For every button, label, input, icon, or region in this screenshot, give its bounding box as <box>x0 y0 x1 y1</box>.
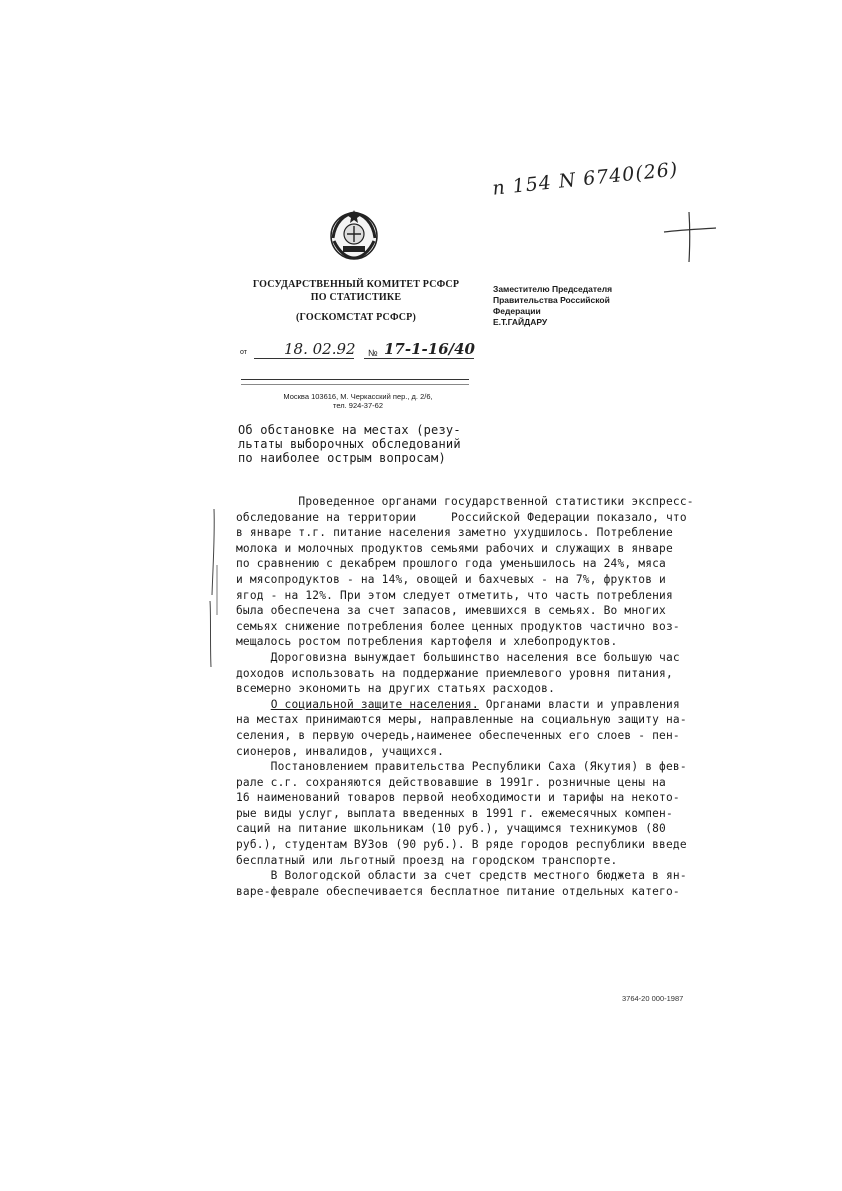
body-line: и мясопродуктов - на 14%, овощей и бахчевых - на 7%, фруктов и <box>236 572 666 586</box>
body-line: В Вологодской области за счет средств местного бюджета в ян- <box>236 869 687 883</box>
organization-line-3: (ГОСКОМСТАТ РСФСР) <box>296 312 416 323</box>
body-line: молока и молочных продуктов семьями рабочих и служащих в январе <box>236 541 673 555</box>
body-line: в январе т.г. питание населения заметно ухудшилось. Потребление <box>236 526 673 540</box>
subject-line-2: льтаты выборочных обследований <box>238 437 461 451</box>
body-line: рые виды услуг, выплата введенных в 1991 г. ежемесячных компен- <box>236 806 673 820</box>
body-line: сионеров, инвалидов, учащихся. <box>236 744 445 758</box>
body-text <box>236 494 836 899</box>
subject-line-1: Об обстановке на местах (резу- <box>238 423 461 437</box>
body-line: саций на питание школьникам (10 руб.), учащимся техникумов (80 <box>236 822 666 836</box>
body-line: 16 наименований товаров первой необходимости и тарифы на некото- <box>236 791 680 805</box>
body-line: руб.), студентам ВУЗов (90 руб.). В ряде городов республики введе <box>236 838 687 852</box>
date-prefix: от <box>240 349 247 356</box>
body-line: ягод - на 12%. При этом следует отметить, что часть потребления <box>236 588 673 602</box>
recipient-line-2: Правительства Российской <box>493 295 610 305</box>
body-line: варе-феврале обеспечивается бесплатное питание отдельных катего- <box>236 884 680 898</box>
date-number-row <box>240 340 480 362</box>
organization-name <box>236 279 476 323</box>
header-divider-bottom <box>241 384 469 385</box>
body-line: семьях снижение потребления более ценных продуктов частично воз- <box>236 619 680 633</box>
organization-address <box>258 392 458 410</box>
address-line-1: Москва 103616, М. Черкасский пер., д. 2/6, <box>283 392 433 401</box>
body-line: мещалось ростом потребления картофеля и хлебопродуктов. <box>236 635 618 649</box>
body-line: Дороговизна вынуждает большинство населения все большую час <box>236 650 680 664</box>
body-line: доходов использовать на поддержание приемлевого уровня питания, <box>236 666 673 680</box>
handwritten-reference: n 154 N 6740(26) <box>491 158 680 200</box>
handwritten-cross-mark <box>660 208 720 264</box>
organization-line-2: ПО СТАТИСТИКЕ <box>310 292 402 303</box>
header-divider-top <box>241 379 469 380</box>
body-line: всемерно экономить на других статьях расходов. <box>236 682 556 696</box>
body-line: Постановлением правительства Республики Саха (Якутия) в фев- <box>236 760 687 774</box>
body-line: бесплатный или льготный проезд на городском транспорте. <box>236 853 618 867</box>
recipient-line-3: Федерации <box>493 306 541 316</box>
address-line-2: тел. 924-37-62 <box>332 401 383 410</box>
body-line: была обеспечена за счет запасов, имевшихся в семьях. Во многих <box>236 604 666 618</box>
section-heading-social-protection: О социальной защите населения. <box>270 697 479 711</box>
number-prefix: № <box>368 348 378 358</box>
document-number: 17-1-16/40 <box>384 340 475 358</box>
state-emblem-icon <box>327 208 381 262</box>
subject-line-3: по наиболее острым вопросам) <box>238 451 446 465</box>
subject-block <box>238 423 461 465</box>
organization-line-1: ГОСУДАРСТВЕННЫЙ КОМИТЕТ РСФСР <box>252 279 460 290</box>
body-line: по сравнению с декабрем прошлого года уменьшилось на 24%, мяса <box>236 557 666 571</box>
body-line-section-heading: О социальной защите населения. Органами власти и управления <box>270 697 680 711</box>
body-line: рале с.г. сохраняются действовавшие в 1991г. розничные цены на <box>236 775 666 789</box>
body-line: селения, в первую очередь,наименее обеспеченных его слоев - пен- <box>236 728 680 742</box>
body-line: Проведенное органами государственной статистики экспресс- <box>236 495 694 508</box>
recipient-line-4: Е.Т.ГАЙДАРУ <box>493 317 548 327</box>
date-value: 18. 02.92 <box>284 340 356 358</box>
body-line: на местах принимаются меры, направленные на социальную защиту на- <box>236 713 687 727</box>
footer-print-code: 3764-20 000-1987 <box>622 994 684 1003</box>
margin-vertical-marks <box>204 505 220 670</box>
recipient-line-1: Заместителю Председателя <box>493 284 613 294</box>
recipient-block <box>493 284 663 328</box>
body-line: обследование на территории Российской Федерации показало, что <box>236 510 687 524</box>
